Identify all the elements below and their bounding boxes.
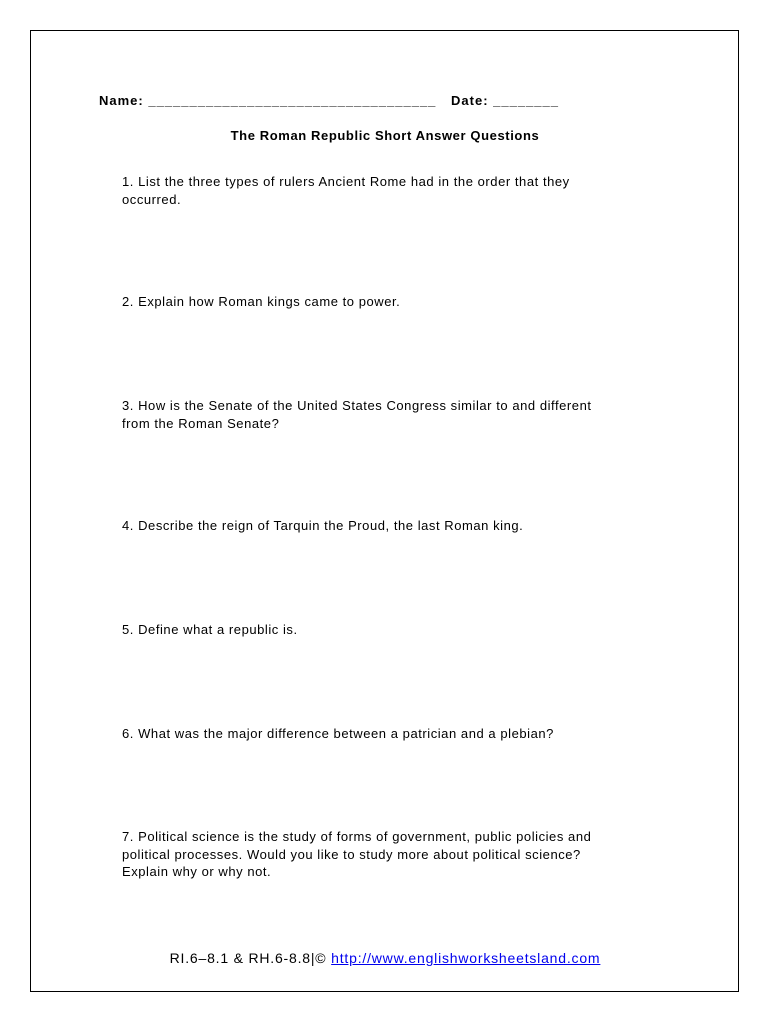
question-1 [123, 173, 683, 208]
footer [0, 950, 770, 966]
question-2-line-1: 2. Explain how Roman kings came to power. [122, 294, 401, 309]
question-6 [123, 725, 683, 743]
question-5-line-1: 5. Define what a republic is. [122, 622, 298, 637]
question-2 [123, 293, 683, 311]
question-4 [123, 517, 683, 535]
footer-standards: RI.6–8.1 & RH.6-8.8|© [169, 950, 327, 966]
question-3 [123, 397, 683, 432]
name-field[interactable]: Name: ___________________________________ [99, 93, 437, 108]
question-3-line-2: from the Roman Senate? [122, 415, 280, 431]
worksheet-title: The Roman Republic Short Answer Questions [230, 128, 540, 143]
question-6-line-1: 6. What was the major difference between a patrician and a plebian? [122, 726, 554, 741]
date-field[interactable]: Date: ________ [451, 93, 559, 108]
question-7-line-2: political processes. Would you like to study more about political science? [122, 846, 581, 862]
question-3-line-1: 3. How is the Senate of the United States Congress similar to and different [122, 398, 592, 413]
question-4-line-1: 4. Describe the reign of Tarquin the Proud, the last Roman king. [122, 518, 524, 533]
question-7-line-1: 7. Political science is the study of forms of government, public policies and [122, 829, 592, 844]
question-7-line-3: Explain why or why not. [122, 864, 272, 879]
footer-website-link[interactable]: http://www.englishworksheetsland.com [331, 950, 601, 966]
question-5 [123, 621, 683, 639]
question-7 [123, 828, 683, 881]
question-1-line-2: occurred. [122, 191, 182, 207]
question-1-line-1: 1. List the three types of rulers Ancient Rome had in the order that they [122, 174, 570, 189]
header-fields [99, 93, 559, 108]
